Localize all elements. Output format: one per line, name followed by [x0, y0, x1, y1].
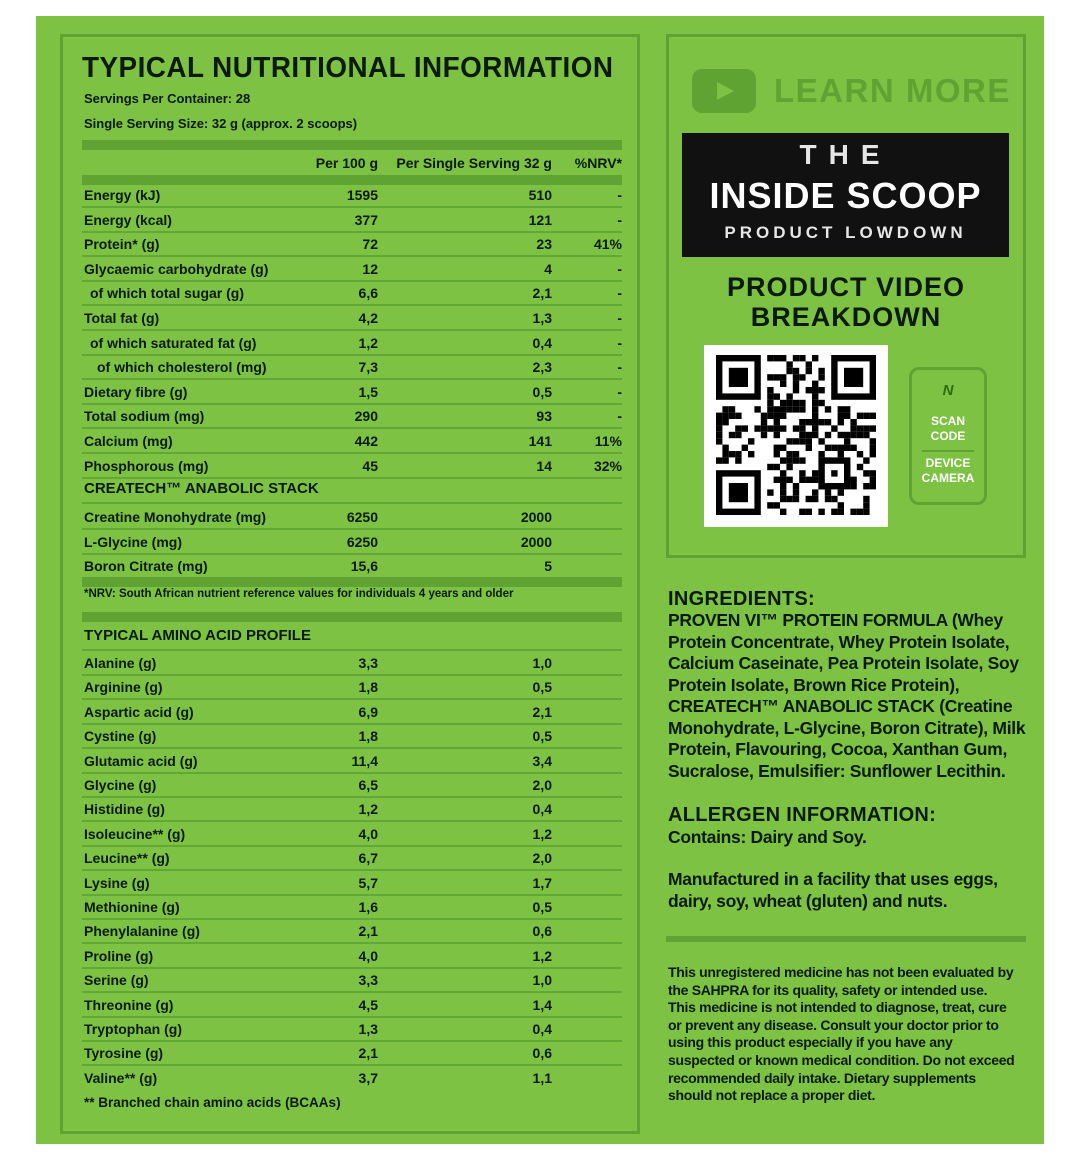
scoop-title: INSIDE SCOOP: [709, 175, 982, 216]
row-per-serving: 2,0: [532, 777, 552, 793]
row-per-100g: 4,0: [358, 947, 378, 964]
row-nrv: -: [617, 285, 622, 302]
table-row: [84, 724, 622, 748]
nrv-footnote: *NRV: South African nutrient reference values for individuals 4 years and older: [84, 588, 514, 600]
table-row: [84, 651, 622, 675]
scoop-subtitle: PRODUCT LOWDOWN: [724, 223, 967, 242]
table-row: [84, 232, 622, 256]
row-per-100g: 1,8: [358, 728, 378, 745]
row-per-serving: 2000: [520, 509, 552, 525]
row-label: Isoleucine** (g): [84, 825, 186, 842]
inside-scoop-banner: [682, 133, 1009, 257]
row-label: Energy (kJ): [84, 187, 161, 203]
camera-label: CAMERA: [921, 471, 975, 485]
ingredients-heading: INGREDIENTS:: [668, 588, 815, 610]
scan-label: SCAN: [930, 414, 965, 428]
row-label: of which cholesterol (mg): [97, 359, 267, 376]
row-per-serving: 1,4: [532, 996, 552, 1013]
row-label: Aspartic acid (g): [84, 703, 194, 720]
col-per-serving: Per Single Serving 32 g: [396, 155, 552, 171]
serving-size: Single Serving Size: 32 g (approx. 2 scoops): [84, 116, 358, 131]
row-per-100g: 1,6: [358, 899, 378, 915]
row-per-100g: 2,1: [358, 923, 378, 940]
row-per-100g: 442: [354, 433, 378, 449]
table-row: [84, 822, 622, 846]
row-per-serving: 0,4: [532, 334, 552, 351]
table-row: [84, 871, 622, 895]
divider-thick: [82, 140, 622, 150]
row-nrv: -: [617, 187, 622, 203]
row-label: Glycaemic carbohydrate (g): [84, 260, 269, 277]
row-per-100g: 3,3: [358, 655, 378, 671]
allergen-contains: Contains: Dairy and Soy.: [668, 827, 867, 847]
row-per-serving: 1,7: [532, 874, 552, 891]
row-per-serving: 0,6: [532, 923, 552, 940]
amino-acid-heading: TYPICAL AMINO ACID PROFILE: [84, 627, 311, 644]
row-per-100g: 1,5: [358, 383, 378, 400]
row-per-serving: 121: [528, 211, 552, 228]
table-row: [84, 993, 622, 1017]
video-title-line1: PRODUCT VIDEO: [726, 272, 966, 302]
video-title-line2: BREAKDOWN: [750, 302, 942, 332]
row-per-serving: 141: [528, 433, 552, 449]
row-label: Arginine (g): [84, 679, 163, 696]
table-row: [84, 895, 622, 919]
table-row: [84, 773, 622, 797]
row-per-100g: 5,7: [358, 874, 378, 891]
row-per-100g: 4,5: [358, 996, 378, 1013]
col-per-100g: Per 100 g: [315, 155, 378, 171]
qr-code-icon: [716, 355, 876, 515]
table-row: [84, 306, 622, 330]
row-per-100g: 6,6: [358, 285, 378, 302]
table-row: [84, 749, 622, 773]
row-nrv: -: [617, 260, 622, 277]
row-label: Total sodium (mg): [84, 408, 205, 425]
row-per-serving: 1,1: [532, 1069, 552, 1086]
row-nrv: 32%: [593, 457, 622, 474]
scan-code-text: [912, 414, 984, 444]
row-per-serving: 0,4: [532, 1021, 552, 1037]
table-row: [84, 404, 622, 428]
table-row: [84, 797, 622, 821]
table-row: [84, 505, 622, 529]
row-per-serving: 4: [544, 260, 552, 277]
row-per-serving: 93: [536, 408, 552, 425]
table-row: [84, 331, 622, 355]
row-per-serving: 0,5: [532, 679, 552, 696]
row-label: Leucine** (g): [84, 850, 170, 867]
device-label: DEVICE: [925, 456, 971, 470]
row-per-100g: 4,0: [358, 825, 378, 842]
table-row: [84, 530, 622, 554]
brand-logo-icon: N: [942, 382, 954, 399]
table-row: [84, 1066, 622, 1090]
row-label: Histidine (g): [84, 801, 165, 818]
bcaa-footnote: ** Branched chain amino acids (BCAAs): [84, 1095, 341, 1110]
row-per-100g: 11,4: [351, 752, 378, 769]
video-breakdown-title: [666, 272, 1026, 332]
table-row: [84, 257, 622, 281]
table-row: [84, 944, 622, 968]
code-label: CODE: [930, 429, 966, 443]
row-nrv: 11%: [594, 433, 622, 449]
row-label: Serine (g): [84, 972, 149, 989]
row-per-100g: 1,8: [358, 679, 378, 696]
row-per-100g: 6,9: [358, 703, 378, 720]
device-camera-text: [912, 456, 984, 486]
row-per-100g: 2,1: [358, 1045, 378, 1062]
table-row: [84, 1017, 622, 1041]
row-nrv: -: [617, 334, 622, 351]
row-label: Phosphorous (mg): [84, 457, 209, 474]
row-per-100g: 1,2: [358, 801, 378, 818]
row-per-100g: 1,3: [358, 1021, 378, 1037]
row-label: Total fat (g): [84, 310, 160, 326]
row-per-serving: 1,0: [532, 972, 552, 989]
row-label: Methionine (g): [84, 899, 180, 915]
table-row: [84, 554, 622, 578]
row-label: Phenylalanine (g): [84, 923, 200, 940]
row-per-100g: 1,2: [358, 334, 378, 351]
row-nrv: -: [617, 211, 622, 228]
divider-thin: [82, 502, 622, 504]
ingredients-text: PROVEN VI™ PROTEIN FORMULA (Whey Protein Concentrate, Whey Protein Isolate, Calcium Caseinate, Pea Protein Isolate, Soy Protein Isolate, Brown Rice Protein), CREATECH™ ANABOLIC STACK (Creatine Monohydrate, L-Glycine, Boron Citrate), Milk Protein, Flavouring, Cocoa, Xanthan Gum, Sucralose, Emulsifier: Sunflower Lecithin.: [668, 610, 1026, 781]
servings-per-container: Servings Per Container: 28: [84, 91, 251, 106]
row-per-100g: 6,7: [358, 850, 378, 867]
row-per-100g: 45: [362, 457, 378, 474]
row-nrv: -: [617, 383, 622, 400]
table-row: [84, 355, 622, 379]
divider-thick: [666, 936, 1026, 942]
row-per-100g: 7,3: [358, 359, 378, 376]
row-per-100g: 377: [354, 211, 378, 228]
row-per-100g: 290: [354, 408, 378, 425]
row-nrv: -: [617, 359, 622, 376]
table-row: [84, 454, 622, 478]
table-row: [84, 183, 622, 207]
table-row: [84, 968, 622, 992]
row-per-serving: 23: [536, 236, 552, 253]
facility-statement: Manufactured in a facility that uses eggs, dairy, soy, wheat (gluten) and nuts.: [668, 869, 998, 911]
phone-icon: [909, 367, 987, 505]
row-per-serving: 1,3: [532, 310, 552, 326]
row-label: of which total sugar (g): [90, 285, 244, 302]
row-per-100g: 6,5: [358, 777, 378, 793]
row-label: Tryptophan (g): [84, 1021, 182, 1037]
sahpra-disclaimer: This unregistered medicine has not been evaluated by the SAHPRA for its quality, safety or intended use. This medicine is not intended to diagnose, treat, cure or prevent any disease. Consult your doctor prior to using this product especially if you have any suspected or known medical condition. Do not exceed recommended daily intake. Dietary supplements should not replace a proper diet.: [668, 964, 1015, 1104]
scoop-the: THE: [799, 139, 892, 170]
table-row: [84, 380, 622, 404]
row-per-serving: 1,0: [532, 655, 552, 671]
row-label: Energy (kcal): [84, 211, 172, 228]
row-per-serving: 0,5: [532, 383, 552, 400]
table-row: [84, 919, 622, 943]
row-label: Calcium (mg): [84, 433, 173, 449]
row-nrv: -: [617, 408, 622, 425]
row-nrv: 41%: [593, 236, 622, 253]
table-row: [84, 846, 622, 870]
row-label: Creatine Monohydrate (mg): [84, 509, 267, 525]
table-row: [84, 700, 622, 724]
row-label: Glutamic acid (g): [84, 752, 198, 769]
row-label: Lysine (g): [84, 874, 150, 891]
row-per-serving: 510: [528, 187, 552, 203]
divider-thick: [82, 612, 622, 622]
row-per-serving: 5: [544, 558, 552, 574]
row-label: Protein* (g): [84, 236, 160, 253]
row-per-100g: 4,2: [358, 310, 378, 326]
divider-thin: [82, 477, 622, 479]
row-label: Dietary fibre (g): [84, 383, 188, 400]
row-label: Alanine (g): [84, 655, 157, 671]
row-label: Tyrosine (g): [84, 1045, 164, 1062]
row-label: Valine** (g): [84, 1069, 158, 1086]
row-per-serving: 0,6: [532, 1045, 552, 1062]
createch-stack-heading: CREATECH™ ANABOLIC STACK: [84, 480, 319, 497]
row-label: Threonine (g): [84, 996, 174, 1013]
table-row: [84, 281, 622, 305]
row-per-100g: 3,3: [358, 972, 378, 989]
table-row: [84, 675, 622, 699]
col-nrv: %NRV*: [574, 155, 622, 171]
row-label: Glycine (g): [84, 777, 157, 793]
row-label: of which saturated fat (g): [90, 334, 257, 351]
row-per-serving: 1,2: [532, 825, 552, 842]
divider-thick: [82, 577, 622, 587]
table-row: [84, 208, 622, 232]
learn-more-link[interactable]: LEARN MORE: [774, 72, 1011, 109]
row-per-serving: 2,3: [532, 359, 552, 376]
row-nrv: -: [617, 310, 622, 326]
youtube-play-icon[interactable]: [692, 69, 756, 113]
table-header-row: [84, 151, 622, 175]
qr-code[interactable]: [704, 345, 888, 527]
allergen-heading: ALLERGEN INFORMATION:: [668, 804, 937, 826]
row-per-serving: 2,1: [532, 703, 552, 720]
row-per-100g: 15,6: [350, 558, 378, 574]
row-per-serving: 3,4: [532, 752, 552, 769]
row-per-100g: 1595: [346, 187, 378, 203]
phone-divider: [922, 450, 974, 452]
row-per-serving: 14: [536, 457, 552, 474]
row-per-100g: 6250: [346, 533, 378, 550]
row-per-100g: 6250: [346, 509, 378, 525]
row-per-100g: 12: [362, 260, 378, 277]
row-per-serving: 0,4: [532, 801, 552, 818]
row-per-serving: 2000: [520, 533, 552, 550]
row-per-serving: 2,1: [532, 285, 552, 302]
table-row: [84, 1041, 622, 1065]
row-per-100g: 3,7: [358, 1069, 378, 1086]
nutrition-title: TYPICAL NUTRITIONAL INFORMATION: [82, 52, 614, 84]
row-per-100g: 72: [362, 236, 378, 253]
row-label: Cystine (g): [84, 728, 157, 745]
row-label: Boron Citrate (mg): [84, 558, 208, 574]
row-per-serving: 0,5: [532, 728, 552, 745]
row-label: Proline (g): [84, 947, 154, 964]
row-per-serving: 1,2: [532, 947, 552, 964]
row-label: L-Glycine (mg): [84, 533, 183, 550]
row-per-serving: 2,0: [532, 850, 552, 867]
row-per-serving: 0,5: [532, 899, 552, 915]
table-row: [84, 429, 622, 453]
